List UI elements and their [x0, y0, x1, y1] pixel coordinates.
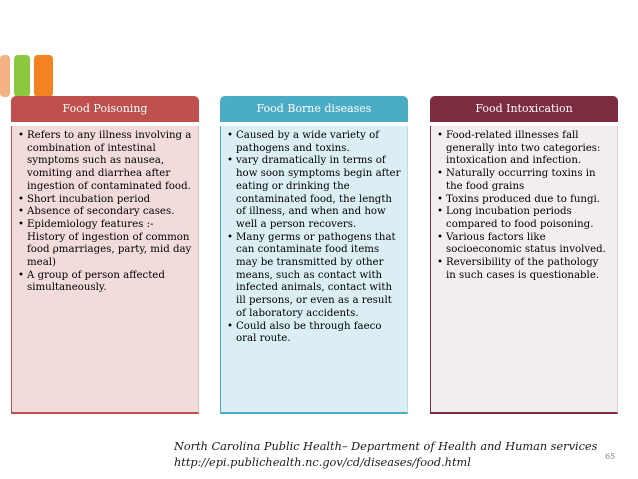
- bullet-list: [437, 130, 611, 282]
- column-food-poisoning: [11, 96, 199, 414]
- citation-source: North Carolina Public Health– Department of Health and Human services: [174, 440, 598, 453]
- bullet-item: • Epidemiology features :- History of ingestion of common food ρmarriages, party, mid day meal): [18, 219, 192, 270]
- decorative-bar-green: [14, 55, 30, 97]
- column-body: [430, 126, 618, 414]
- bullet-item: • Reversibility of the pathology in such cases is questionable.: [437, 257, 611, 282]
- bullet-list: [227, 130, 401, 346]
- bullet-item: • Food-related illnesses fall generally into two categories: intoxication and infection.: [437, 130, 611, 168]
- citation-url[interactable]: http://epi.publichealth.nc.gov/cd/diseases/food.html: [174, 456, 471, 469]
- page-number: 65: [605, 452, 616, 461]
- bullet-item: • A group of person affected simultaneously.: [18, 270, 192, 295]
- column-header: Food Borne diseases: [220, 96, 408, 122]
- column-food-borne-diseases: [220, 96, 408, 414]
- bullet-item: • Toxins produced due to fungi.: [437, 194, 611, 207]
- bullet-item: • Short incubation period: [18, 194, 192, 207]
- bullet-item: • Various factors like socioeconomic status involved.: [437, 232, 611, 257]
- bullet-item: • Naturally occurring toxins in the food grains: [437, 168, 611, 193]
- bullet-item: • Absence of secondary cases.: [18, 206, 192, 219]
- bullet-item: • Caused by a wide variety of pathogens and toxins.: [227, 130, 401, 155]
- column-food-intoxication: [430, 96, 618, 414]
- decorative-bar-peach: [0, 55, 10, 97]
- column-header: Food Poisoning: [11, 96, 199, 122]
- bullet-item: • Could also be through faeco oral route.: [227, 321, 401, 346]
- bullet-item: • vary dramatically in terms of how soon symptoms begin after eating or drinking the contaminated food, the length of illness, and when and how well a person recovers.: [227, 155, 401, 231]
- bullet-item: • Long incubation periods compared to food poisoning.: [437, 206, 611, 231]
- column-body: [11, 126, 199, 414]
- bullet-item: • Many germs or pathogens that can contaminate food items may be transmitted by other means, such as contact with infected animals, contact with ill persons, or even as a result of laboratory accidents.: [227, 232, 401, 321]
- column-body: [220, 126, 408, 414]
- bullet-item: • Refers to any illness involving a combination of intestinal symptoms such as nausea, vomiting and diarrhea after ingestion of contaminated food.: [18, 130, 192, 194]
- column-header: Food Intoxication: [430, 96, 618, 122]
- source-citation: [174, 439, 618, 471]
- bullet-list: [18, 130, 192, 295]
- decorative-bar-orange: [34, 55, 53, 97]
